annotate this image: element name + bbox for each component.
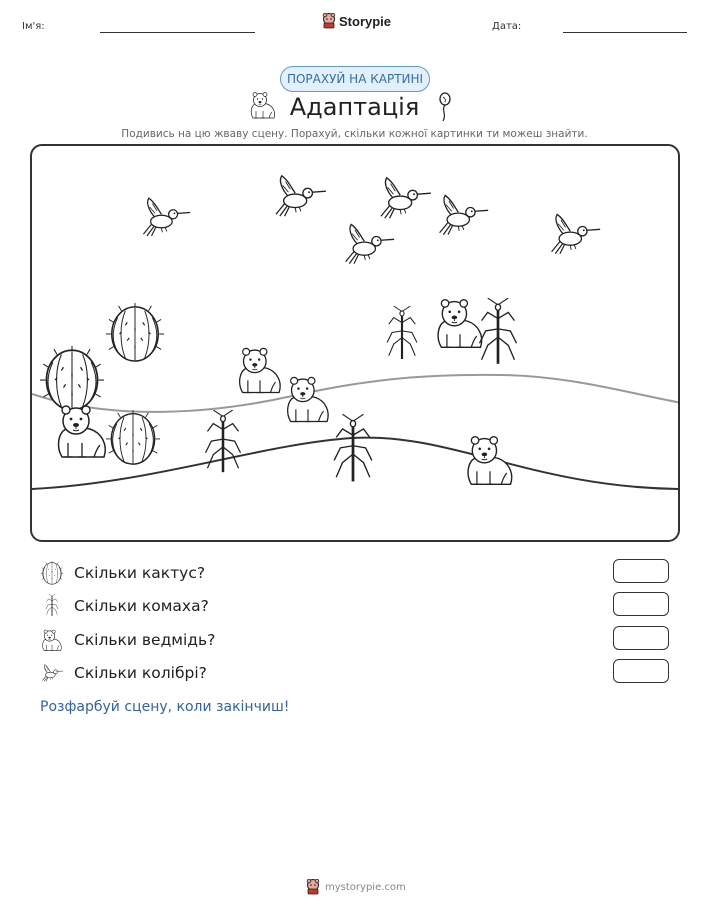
- date-label: Дата:: [492, 21, 522, 32]
- question-text: Скільки кактус?: [74, 564, 206, 582]
- instructions: Подивись на цю жваву сцену. Порахуй, скільки кожної картинки ти можеш знайти.: [121, 128, 588, 140]
- question-insect: [40, 593, 209, 619]
- counting-scene: [30, 144, 680, 542]
- brand-name: Storypie: [339, 13, 392, 29]
- hummingbird: [276, 176, 326, 216]
- seed-icon: [435, 92, 453, 122]
- hummingbird: [440, 195, 489, 234]
- hummingbird: [552, 214, 601, 253]
- brand-logo: [322, 13, 391, 29]
- date-line[interactable]: [563, 32, 687, 33]
- activity-badge: ПОРАХУЙ НА КАРТИНІ: [280, 66, 430, 92]
- hummingbird: [143, 198, 190, 236]
- answer-box-insect[interactable]: [613, 592, 669, 616]
- bear: [438, 300, 482, 348]
- hummingbird-icon: [40, 661, 64, 685]
- insect-icon: [40, 594, 64, 618]
- question-text: Скільки ведмідь?: [74, 631, 216, 649]
- insect: [387, 306, 417, 359]
- storypie-mascot-icon: [322, 13, 336, 29]
- cactus-icon: [40, 561, 64, 585]
- bear: [288, 377, 328, 421]
- hill-line-back: [32, 375, 680, 412]
- question-text: Скільки комаха?: [74, 597, 209, 615]
- bear: [59, 406, 106, 457]
- question-hummingbird: [40, 660, 207, 686]
- bear: [240, 348, 280, 392]
- coloring-note: Розфарбуй сцену, коли закінчиш!: [40, 699, 290, 715]
- footer-url[interactable]: mystorypie.com: [325, 881, 406, 893]
- storypie-mascot-icon: [306, 879, 320, 895]
- answer-box-hummingbird[interactable]: [613, 659, 669, 683]
- footer: [306, 879, 406, 895]
- question-cactus: [40, 560, 205, 586]
- answer-box-cactus[interactable]: [613, 559, 669, 583]
- hummingbird: [346, 224, 395, 263]
- name-label: Ім'я:: [22, 21, 45, 32]
- insect: [479, 298, 516, 364]
- name-line[interactable]: [100, 32, 255, 33]
- hummingbird: [381, 178, 431, 218]
- bear: [468, 437, 512, 485]
- answer-box-bear[interactable]: [613, 626, 669, 650]
- cactus: [106, 303, 164, 361]
- question-bear: [40, 627, 215, 653]
- cactus: [106, 410, 160, 464]
- insect: [334, 414, 372, 481]
- question-text: Скільки колібрі?: [74, 664, 207, 682]
- bear-icon: [40, 628, 64, 652]
- page-title: Адаптація: [289, 93, 420, 121]
